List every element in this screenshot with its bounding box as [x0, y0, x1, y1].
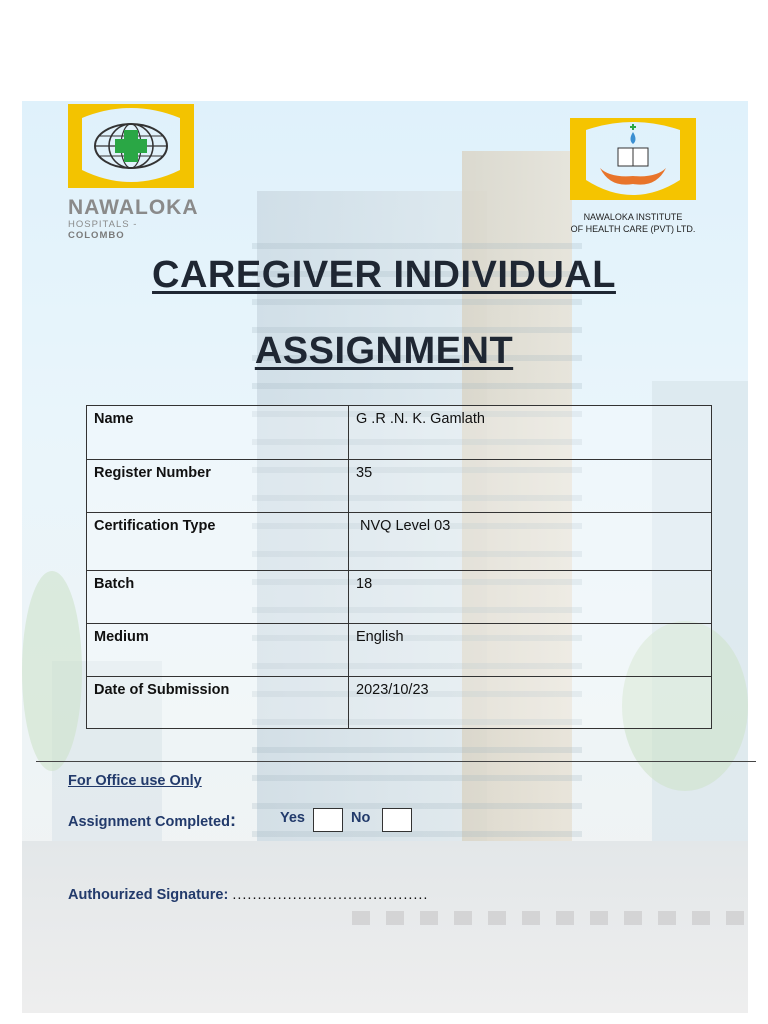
- nawaloka-hospitals-logo: [68, 104, 199, 241]
- logo-sub-text: HOSPITALS - COLOMBO: [68, 219, 138, 241]
- nawaloka-emblem-icon: [68, 104, 194, 188]
- row-label: Register Number: [87, 460, 349, 513]
- table-row: [87, 624, 712, 677]
- ground: [22, 841, 748, 1013]
- table-row: [87, 677, 712, 729]
- row-label: Date of Submission: [87, 677, 349, 729]
- row-value: NVQ Level 03: [349, 513, 712, 571]
- nihc-logo: [570, 118, 702, 235]
- title-line-2: ASSIGNMENT: [254, 330, 514, 372]
- table-row: [87, 460, 712, 513]
- row-label: Medium: [87, 624, 349, 677]
- signature-field[interactable]: .......................................: [232, 887, 429, 903]
- assignment-completed-label: Assignment Completed:: [68, 810, 236, 830]
- row-label: Certification Type: [87, 513, 349, 571]
- office-use-heading: For Office use Only: [68, 773, 202, 789]
- title-line-1: CAREGIVER INDIVIDUAL: [152, 254, 616, 296]
- row-value: 35: [349, 460, 712, 513]
- row-label: Batch: [87, 571, 349, 624]
- table-row: [87, 513, 712, 571]
- table-row: [87, 406, 712, 460]
- no-checkbox[interactable]: [382, 808, 412, 832]
- section-divider: [36, 761, 756, 762]
- yes-checkbox[interactable]: [313, 808, 343, 832]
- row-value: 2023/10/23: [349, 677, 712, 729]
- road-markings: [352, 911, 748, 925]
- logo-brand-text: NAWALOKA: [68, 196, 199, 219]
- yes-label: Yes: [280, 810, 305, 826]
- institute-name: NAWALOKA INSTITUTE OF HEALTH CARE (PVT) LTD.: [570, 212, 696, 234]
- student-info-table: [86, 405, 712, 729]
- tree-decoration: [22, 571, 82, 771]
- row-value: English: [349, 624, 712, 677]
- row-value: 18: [349, 571, 712, 624]
- nih-emblem-icon: [570, 118, 696, 200]
- no-label: No: [351, 810, 371, 826]
- row-value: G .R .N. K. Gamlath: [349, 406, 712, 460]
- row-label: Name: [87, 406, 349, 460]
- authorized-signature-line: Authourized Signature: .......................................: [68, 887, 429, 903]
- table-row: [87, 571, 712, 624]
